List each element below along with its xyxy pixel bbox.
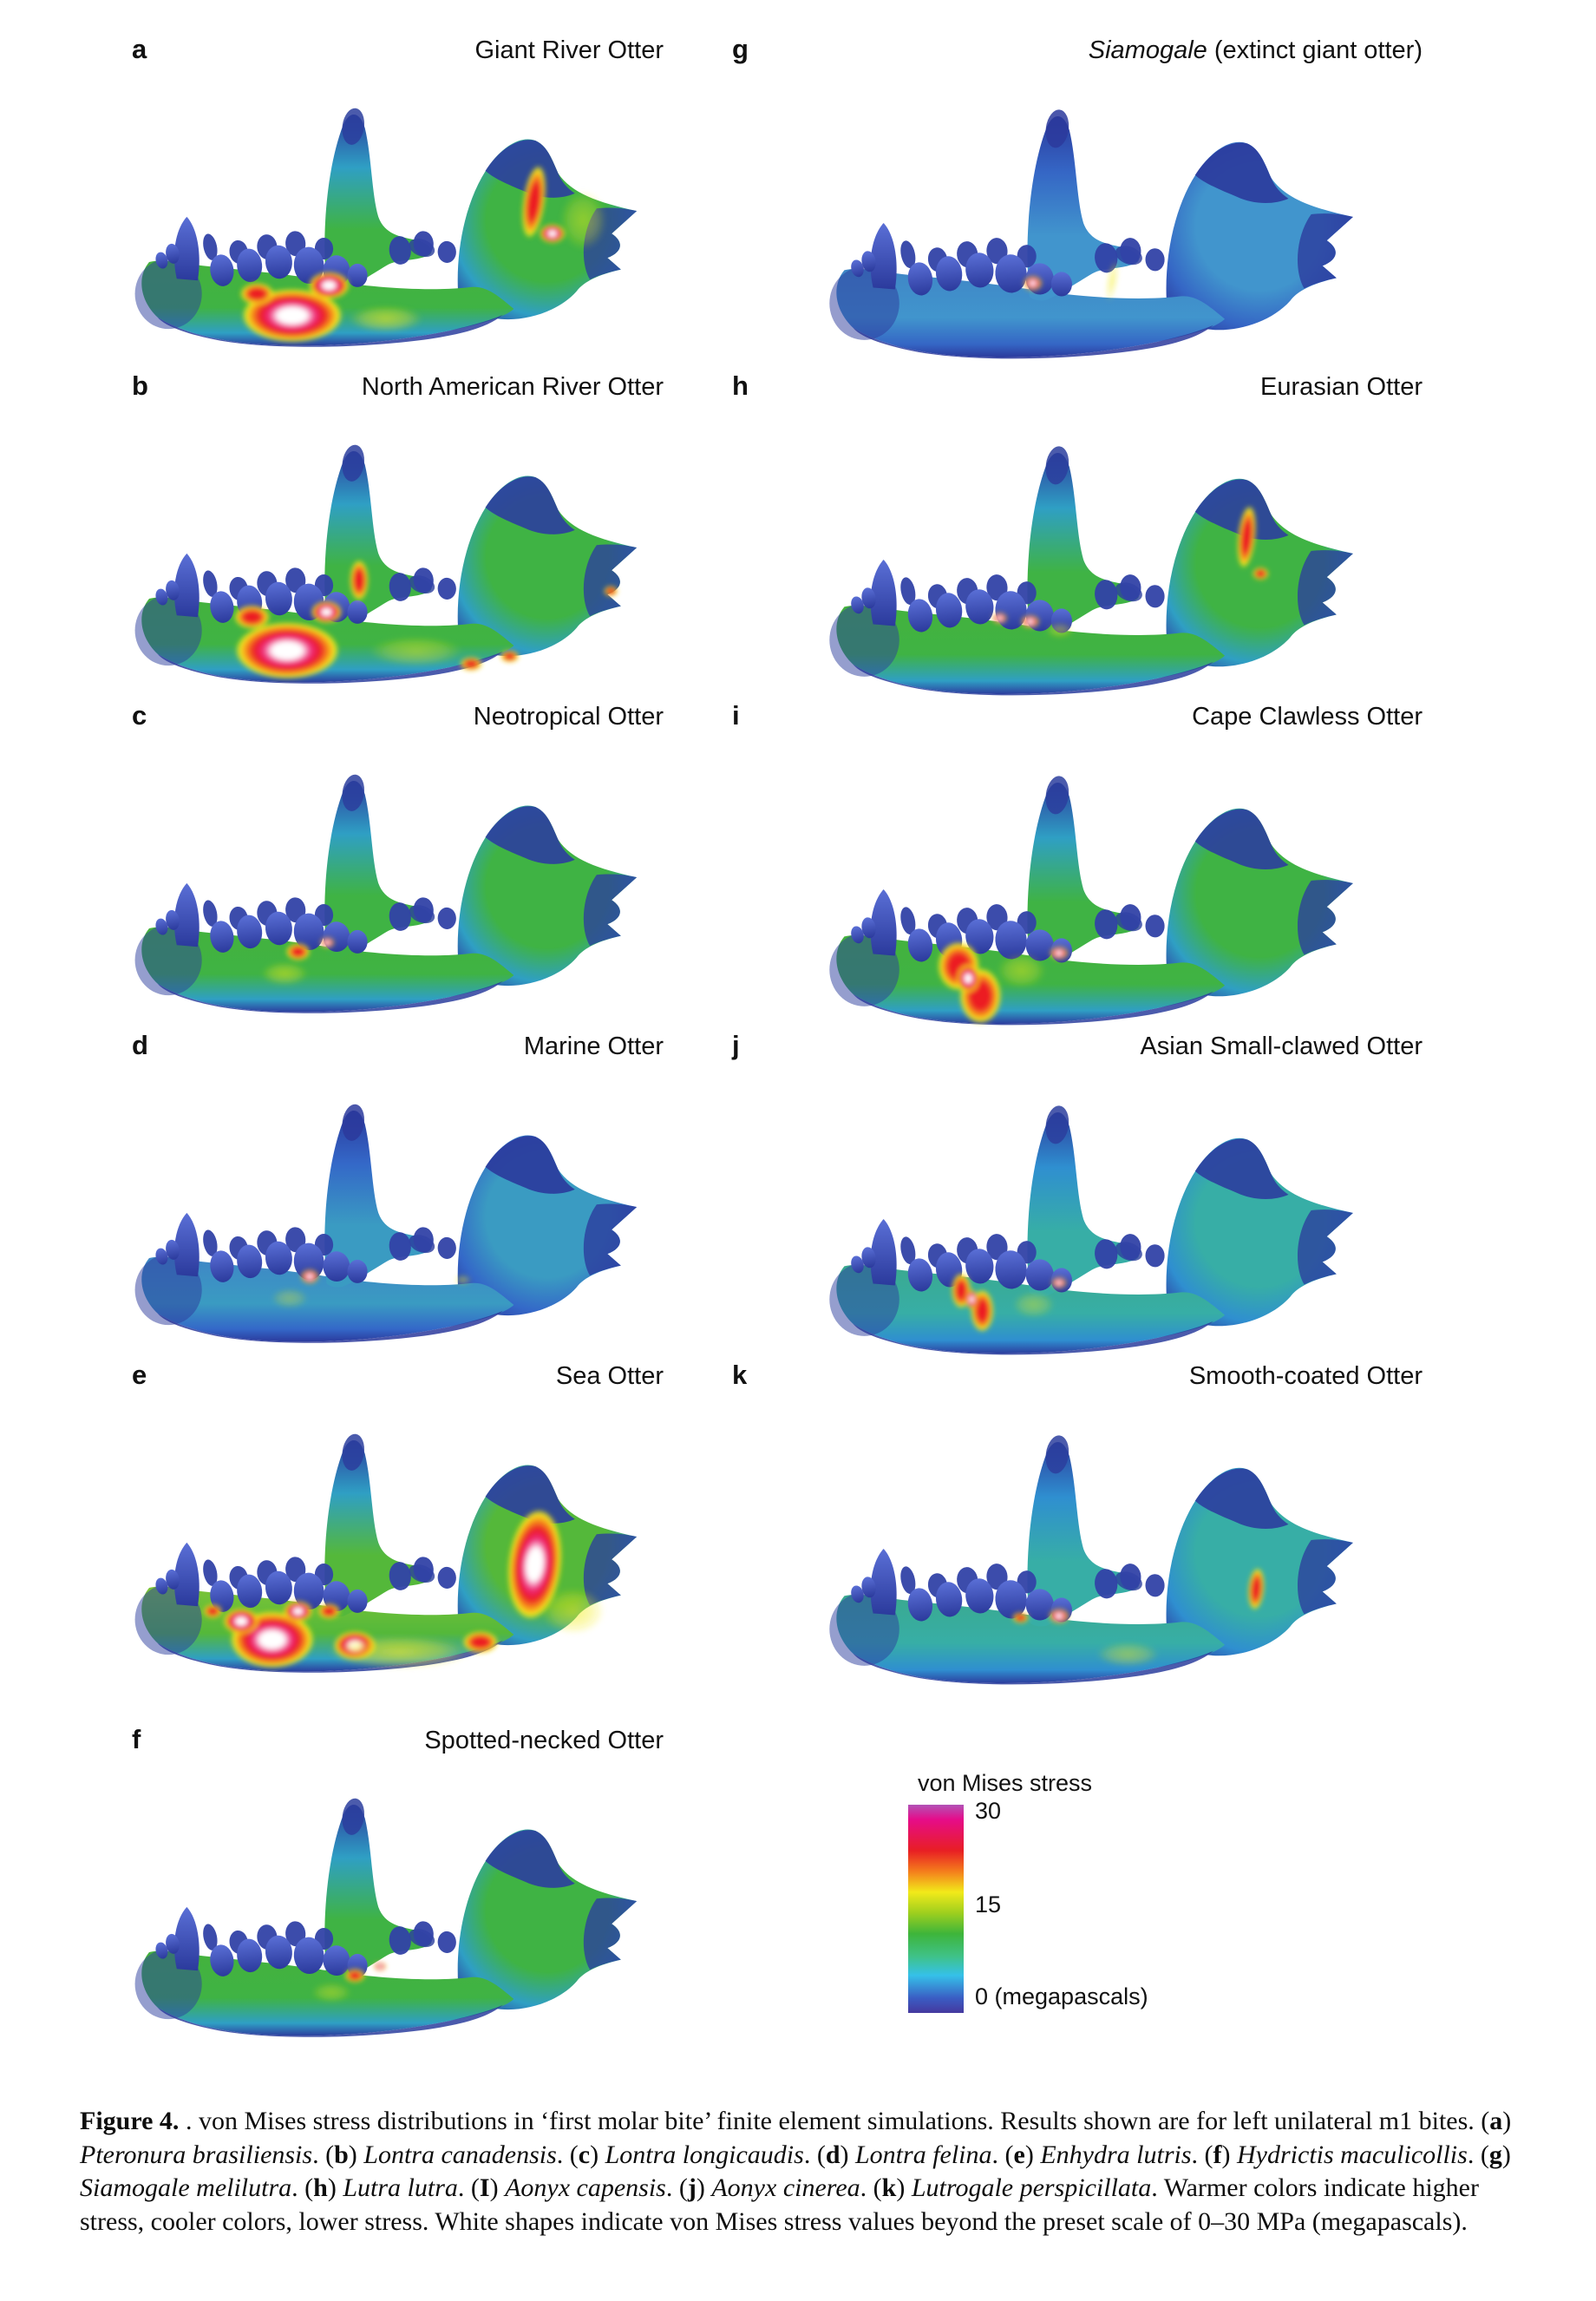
mandible-stress-render xyxy=(78,411,664,699)
caption-text: . ( xyxy=(860,2173,882,2202)
caption-text: . ( xyxy=(556,2140,579,2169)
jaw-svg xyxy=(78,411,664,699)
caption-species-name: Enhydra lutris xyxy=(1040,2140,1192,2169)
panel-title xyxy=(556,1361,664,1391)
figure-panel-e xyxy=(78,1360,664,1688)
caption-species-name: Pteronura brasiliensis xyxy=(80,2140,313,2169)
caption-bold-label: Figure 4. xyxy=(80,2107,186,2135)
caption-bold-label: b xyxy=(334,2140,349,2169)
mandible-stress-render xyxy=(729,411,1423,699)
caption-text: ) xyxy=(1501,2140,1511,2169)
figure-panel-c xyxy=(78,701,664,1029)
legend-tick-0: 0 (megapascals) xyxy=(975,1983,1148,2009)
mandible-stress-render xyxy=(729,741,1423,1029)
panel-letter-a: a xyxy=(132,34,147,64)
caption-text: . ( xyxy=(312,2140,335,2169)
caption-bold-label: c xyxy=(578,2140,591,2169)
panel-header xyxy=(729,1360,1423,1395)
panel-title xyxy=(524,1032,664,1061)
panel-title-text: Asian Small-clawed Otter xyxy=(1140,1032,1423,1060)
caption-bold-label: f xyxy=(1213,2140,1222,2169)
panel-title xyxy=(1089,36,1423,65)
caption-species-name: Lontra canadensis xyxy=(363,2140,557,2169)
panel-title-text: Neotropical Otter xyxy=(473,703,664,731)
figure-panel-d xyxy=(78,1031,664,1359)
jaw-svg xyxy=(729,741,1423,1029)
figure-panel-k xyxy=(729,1360,1423,1688)
panel-header xyxy=(729,1031,1423,1065)
caption-bold-label: k xyxy=(881,2173,897,2202)
caption-bold-label: g xyxy=(1488,2140,1502,2169)
panel-title-text: Sea Otter xyxy=(555,1362,664,1390)
mandible-stress-render xyxy=(78,1765,664,2053)
jaw-svg xyxy=(729,411,1423,699)
jaw-svg xyxy=(729,75,1423,363)
mandible-stress-render xyxy=(729,1071,1423,1359)
figure-panel-i xyxy=(729,701,1423,1029)
mandible-stress-render xyxy=(78,1400,664,1688)
caption-bold-label: h xyxy=(313,2173,328,2202)
figure-panel-h xyxy=(729,371,1423,699)
jaw-svg xyxy=(78,75,664,363)
caption-text: ) xyxy=(489,2173,506,2202)
panel-letter-d: d xyxy=(132,1030,148,1060)
colorbar xyxy=(908,1805,964,2013)
panel-letter-g: g xyxy=(732,34,749,64)
panel-header xyxy=(729,35,1423,69)
legend-tick-30: 30 xyxy=(975,1798,1002,1824)
mandible-stress-render xyxy=(78,75,664,363)
panel-title xyxy=(1140,1032,1423,1061)
caption-text: ) xyxy=(348,2140,364,2169)
mandible-stress-render xyxy=(729,1400,1423,1688)
figure-panel-g xyxy=(729,35,1423,363)
jaw-svg xyxy=(78,1765,664,2053)
caption-text: . Warmer colors indicate higher stress, cooler colors, lower stress. White shapes indicate von Mises stress values beyond the preset scale of 0–30 MPa (megapascals). xyxy=(80,2173,1479,2236)
caption-text: ) xyxy=(327,2173,343,2202)
panel-header xyxy=(78,701,664,736)
panel-title xyxy=(1192,702,1423,731)
caption-text: . ( xyxy=(803,2140,826,2169)
panel-title xyxy=(474,702,664,731)
figure-panel-a xyxy=(78,35,664,363)
caption-bold-label: d xyxy=(825,2140,841,2169)
panel-title-text: Giant River Otter xyxy=(474,36,664,64)
caption-species-name: Lontra felina xyxy=(855,2140,992,2169)
panel-letter-b: b xyxy=(132,370,148,401)
panel-letter-e: e xyxy=(132,1360,147,1390)
panel-title-text: Marine Otter xyxy=(523,1032,664,1060)
panel-header xyxy=(78,1360,664,1395)
jaw-svg xyxy=(78,1071,664,1359)
figure-panel-j xyxy=(729,1031,1423,1359)
panel-header xyxy=(78,371,664,406)
caption-species-name: Siamogale melilutra xyxy=(80,2173,292,2202)
mandible-stress-render xyxy=(78,741,664,1029)
caption-species-name: Aonyx capensis xyxy=(505,2173,666,2202)
panel-letter-i: i xyxy=(732,700,740,731)
panel-title-text: North American River Otter xyxy=(361,373,664,401)
caption-species-name: Lontra longicaudis xyxy=(605,2140,804,2169)
caption-text: . von Mises stress distributions in ‘first molar bite’ finite element simulations. Results shown are for left unilateral m1 bites. ( xyxy=(185,2107,1490,2135)
caption-text: . ( xyxy=(665,2173,688,2202)
caption-text: ) xyxy=(590,2140,605,2169)
panel-title-text: Smooth-coated Otter xyxy=(1188,1362,1423,1390)
caption-text: . ( xyxy=(1467,2140,1489,2169)
caption-species-name: Lutrogale perspicillata xyxy=(911,2173,1152,2202)
panel-title-text: Cape Clawless Otter xyxy=(1192,703,1423,731)
caption-text: . ( xyxy=(991,2140,1014,2169)
stress-legend xyxy=(902,1770,1266,2039)
caption-bold-label: e xyxy=(1013,2140,1025,2169)
panel-title xyxy=(1189,1361,1423,1391)
jaw-svg xyxy=(729,1071,1423,1359)
panel-title xyxy=(424,1726,664,1755)
panel-title xyxy=(1260,372,1423,402)
caption-bold-label: j xyxy=(687,2173,697,2202)
caption-text: ) xyxy=(1221,2140,1238,2169)
panel-title xyxy=(362,372,664,402)
panel-letter-k: k xyxy=(732,1360,748,1390)
panel-letter-j: j xyxy=(732,1030,740,1060)
jaw-svg xyxy=(78,741,664,1029)
legend-tick-15: 15 xyxy=(975,1891,1002,1918)
caption-text: ) xyxy=(1502,2107,1512,2135)
panel-title-text: Spotted-necked Otter xyxy=(424,1727,664,1754)
legend-title: von Mises stress xyxy=(918,1770,1093,1796)
panel-header xyxy=(729,701,1423,736)
caption-bold-label: I xyxy=(479,2173,490,2202)
caption-species-name: Lutra lutra xyxy=(343,2173,458,2202)
caption-text: ) xyxy=(696,2173,712,2202)
caption-species-name: Aonyx cinerea xyxy=(711,2173,860,2202)
panel-letter-c: c xyxy=(132,700,147,731)
panel-header xyxy=(729,371,1423,406)
panel-header xyxy=(78,1725,664,1760)
mandible-stress-render xyxy=(78,1071,664,1359)
caption-text: . ( xyxy=(291,2173,314,2202)
mandible-stress-render xyxy=(729,75,1423,363)
panel-title-genus: Siamogale xyxy=(1088,36,1207,64)
caption-text: ) xyxy=(840,2140,855,2169)
figure-panel-f xyxy=(78,1725,664,2053)
caption-text: ) xyxy=(896,2173,912,2202)
jaw-svg xyxy=(78,1400,664,1688)
panel-title xyxy=(474,36,664,65)
caption-text: . ( xyxy=(457,2173,480,2202)
figure-caption xyxy=(80,2105,1518,2239)
panel-letter-h: h xyxy=(732,370,749,401)
caption-text: ) xyxy=(1024,2140,1041,2169)
panel-header xyxy=(78,35,664,69)
panel-title-text: Eurasian Otter xyxy=(1260,373,1423,401)
caption-text: . ( xyxy=(1191,2140,1213,2169)
panel-letter-f: f xyxy=(132,1724,141,1754)
panel-title-text: (extinct giant otter) xyxy=(1207,36,1423,64)
caption-species-name: Hydrictis maculicollis xyxy=(1237,2140,1468,2169)
figure-panel-b xyxy=(78,371,664,699)
jaw-svg xyxy=(729,1400,1423,1688)
panel-header xyxy=(78,1031,664,1065)
caption-bold-label: a xyxy=(1489,2107,1503,2135)
